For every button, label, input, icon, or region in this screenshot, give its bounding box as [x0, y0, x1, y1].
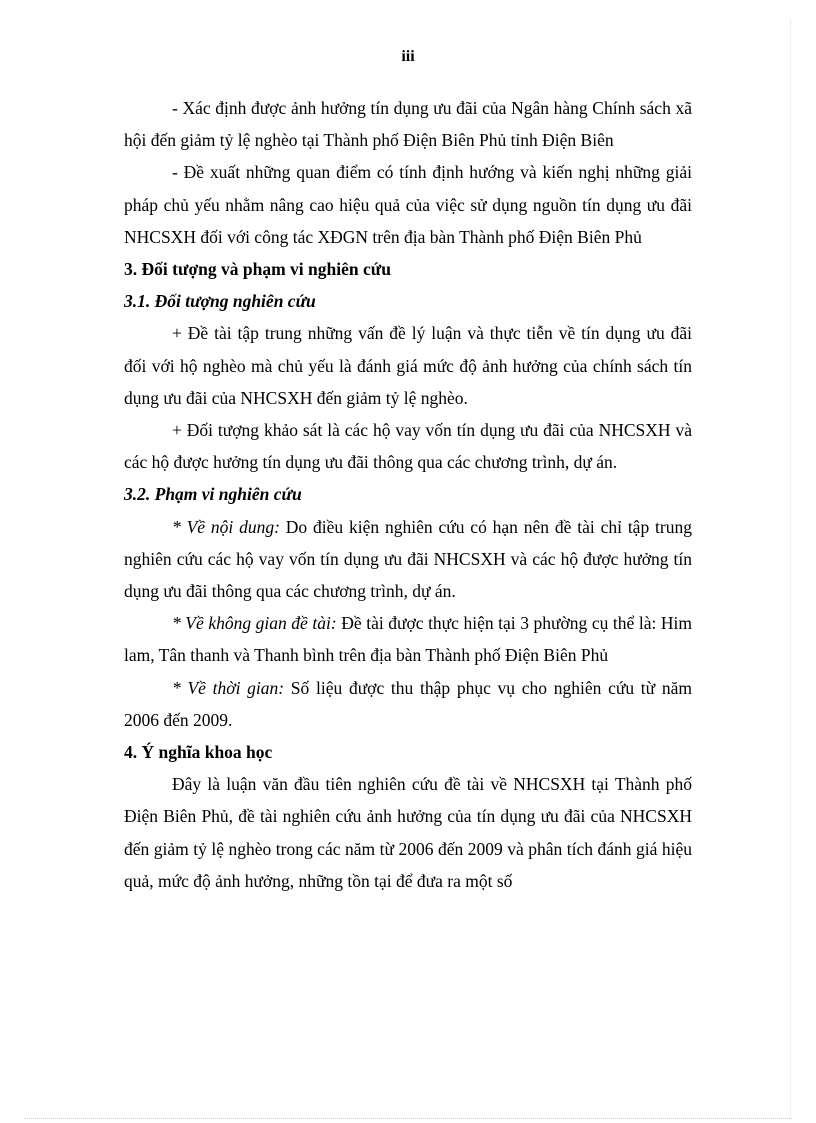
paragraph-significance: Đây là luận văn đầu tiên nghiên cứu đề tài về NHCSXH tại Thành phố Điện Biên Phủ, đề tài nghiên cứu ảnh hưởng của tín dụng ưu đãi của NHCSXH đến giảm tỷ lệ nghèo trong các năm từ 2006 đến 2009 và phân tích đánh giá hiệu quả, mức độ ảnh hưởng, những tồn tại để đưa ra một số	[124, 774, 692, 891]
scope-time-label: * Về thời gian:	[172, 677, 285, 698]
section-heading-scope: 3. Đối tượng và phạm vi nghiên cứu	[124, 259, 391, 280]
scope-content-text: Do điều kiện nghiên cứu có hạn nên đề tài chỉ tập trung nghiên cứu các hộ vay vốn tín dụng ưu đãi NHCSXH và các hộ được hưởng tín dụng ưu đãi thông qua các chương trình, dự án.	[124, 516, 692, 602]
page-edge-bottom	[24, 1118, 792, 1119]
paragraph-scope-content	[124, 511, 692, 608]
scope-content-label: * Về nội dung:	[172, 516, 280, 537]
scope-space-text: Đề tài được thực hiện tại 3 phường cụ thể là: Him lam, Tân thanh và Thanh bình trên địa bàn Thành phố Điện Biên Phủ	[124, 613, 692, 666]
scope-space-label: * Về không gian đề tài:	[172, 613, 337, 634]
subsection-heading-subject: 3.1. Đối tượng nghiên cứu	[124, 291, 316, 312]
page-body	[124, 92, 692, 897]
paragraph-scope-time	[124, 672, 692, 736]
subsection-heading-scope: 3.2. Phạm vi nghiên cứu	[124, 484, 302, 505]
page-number: iii	[401, 48, 415, 65]
page-edge-right	[790, 20, 791, 1118]
section-heading-significance: 4. Ý nghĩa khoa học	[124, 742, 273, 763]
paragraph-scope-space	[124, 607, 692, 671]
scope-time-text: Số liệu được thu thập phục vụ cho nghiên cứu từ năm 2006 đến 2009.	[124, 677, 692, 730]
paragraph-survey-subjects: + Đối tượng khảo sát là các hộ vay vốn tín dụng ưu đãi của NHCSXH và các hộ được hưởng tín dụng ưu đãi thông qua các chương trình, dự án.	[124, 420, 692, 473]
paragraph-subject-focus: + Đề tài tập trung những vấn đề lý luận và thực tiễn về tín dụng ưu đãi đối với hộ nghèo mà chủ yếu là đánh giá mức độ ảnh hưởng của chính sách tín dụng ưu đãi của NHCSXH đến giảm tỷ lệ nghèo.	[124, 323, 692, 408]
paragraph-objective-proposal: - Đề xuất những quan điểm có tính định hướng và kiến nghị những giải pháp chủ yếu nhằm nâng cao hiệu quả của việc sử dụng nguồn tín dụng ưu đãi NHCSXH đối với công tác XĐGN trên địa bàn Thành phố Điện Biên Phủ	[124, 162, 692, 247]
paragraph-objective-impact: - Xác định được ảnh hưởng tín dụng ưu đãi của Ngân hàng Chính sách xã hội đến giảm tỷ lệ nghèo tại Thành phố Điện Biên Phủ tỉnh Điện Biên	[124, 98, 692, 151]
